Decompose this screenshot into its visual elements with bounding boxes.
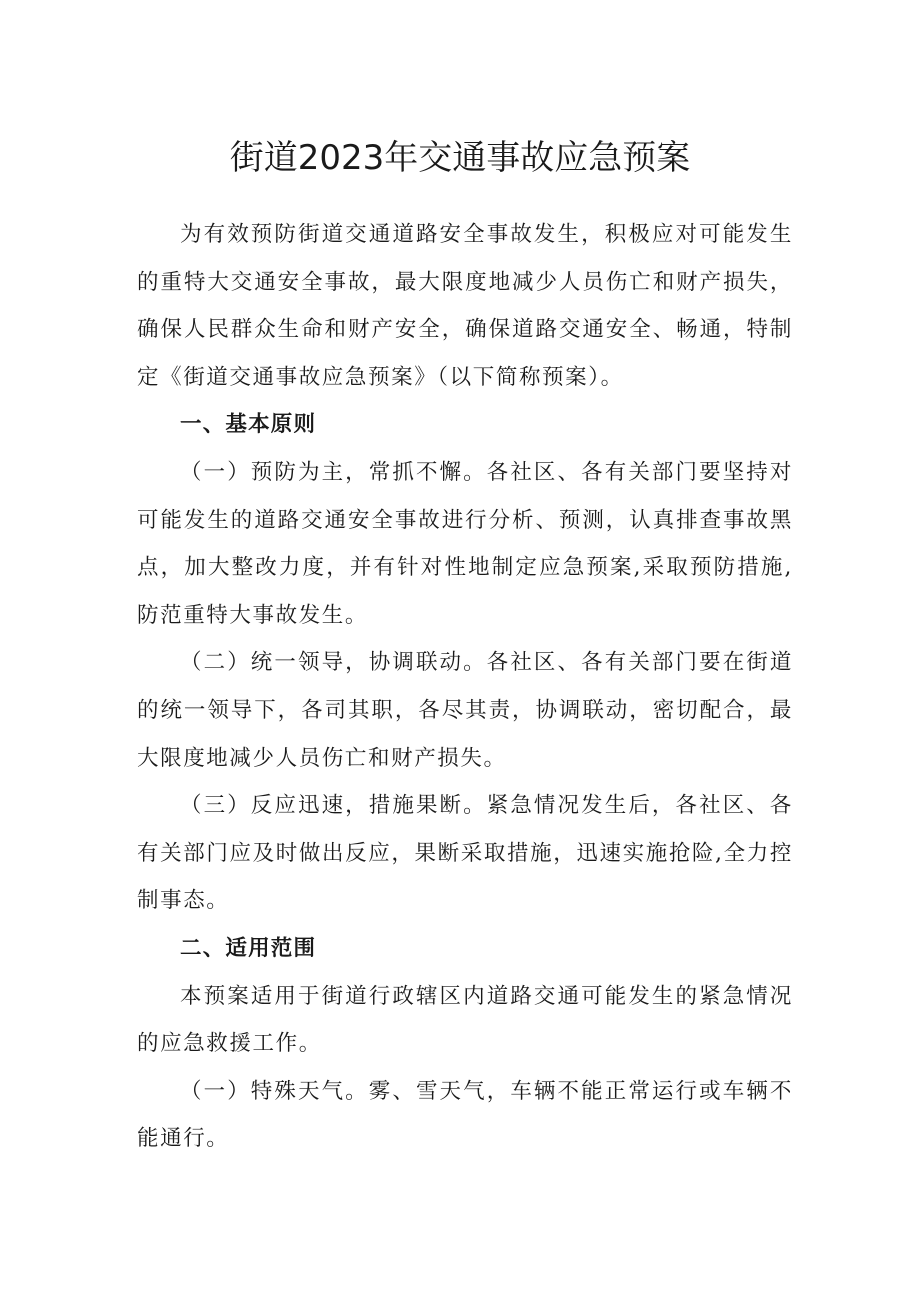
scope-paragraph-1: 本预案适用于街道行政辖区内道路交通可能发生的紧急情况的应急救援工作。 [137, 983, 793, 1057]
principle-paragraph-2: （二）统一领导，协调联动。各社区、各有关部门要在街道的统一领导下，各司其职，各尽其责，协调联动，密切配合，最大限度地减少人员伤亡和财产损失。 [137, 650, 793, 771]
scope-paragraph-2: （一）特殊天气。雾、雪天气，车辆不能正常运行或车辆不能通行。 [137, 1078, 793, 1152]
section-heading-basic-principles: 一、基本原则 [180, 412, 317, 438]
intro-paragraph: 为有效预防街道交通道路安全事故发生，积极应对可能发生的重特大交通安全事故，最大限度地减少人员伤亡和财产损失，确保人民群众生命和财产安全，确保道路交通安全、畅通，特制定《街道交通事故应急预案》（以下简称预案）。 [137, 222, 793, 390]
document-body [137, 211, 793, 1163]
document-title: 街道2023年交通事故应急预案 [229, 138, 691, 178]
principle-paragraph-1: （一）预防为主，常抓不懈。各社区、各有关部门要坚持对可能发生的道路交通安全事故进行分析、预测，认真排查事故黑点，加大整改力度，并有针对性地制定应急预案,采取预防措施,防范重特大事故发生。 [137, 459, 793, 628]
section-heading-scope: 二、适用范围 [180, 935, 317, 961]
principle-paragraph-3: （三）反应迅速，措施果断。紧急情况发生后，各社区、各有关部门应及时做出反应，果断采取措施，迅速实施抢险,全力控制事态。 [137, 793, 793, 914]
